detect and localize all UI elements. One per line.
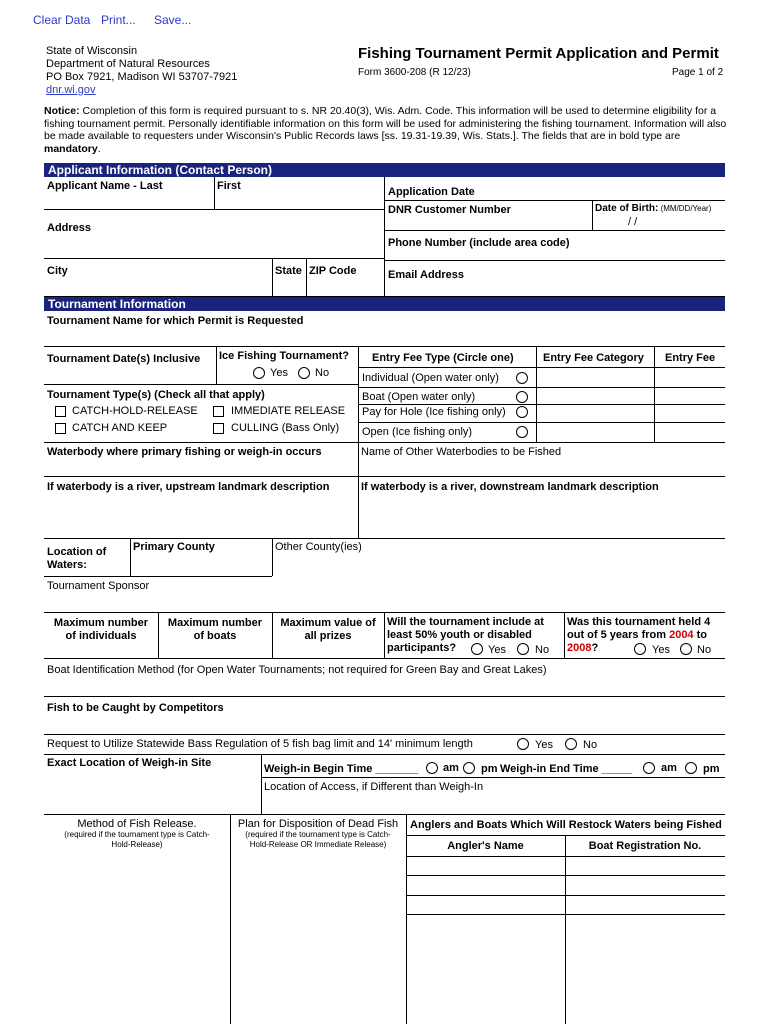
- zip-label: ZIP Code: [309, 265, 357, 277]
- youth-line2: least 50% youth or disabled: [387, 629, 532, 641]
- youth-no-radio[interactable]: [517, 643, 529, 655]
- youth-yes-radio[interactable]: [471, 643, 483, 655]
- held-no-radio[interactable]: [680, 643, 692, 655]
- notice-end: .: [97, 142, 101, 155]
- immediate-release-checkbox[interactable]: [213, 406, 224, 417]
- max-boats-line1: Maximum number: [167, 617, 263, 629]
- catch-hold-release-label: CATCH-HOLD-RELEASE: [72, 405, 198, 417]
- clear-data-button[interactable]: Clear Data: [33, 13, 91, 27]
- youth-line1: Will the tournament include at: [387, 616, 544, 628]
- bass-yes-label: Yes: [535, 739, 553, 751]
- sponsor-label: Tournament Sponsor: [47, 580, 150, 592]
- fee-individual-radio[interactable]: [516, 372, 528, 384]
- max-individuals-line2: of individuals: [65, 630, 137, 642]
- waters-label: Waters:: [47, 559, 87, 571]
- fee-boat-radio[interactable]: [516, 391, 528, 403]
- email-label: Email Address: [388, 269, 465, 281]
- angler-name-header: Angler's Name: [447, 840, 524, 852]
- max-prizes-line1: Maximum value of: [280, 617, 376, 629]
- culling-checkbox[interactable]: [213, 423, 224, 434]
- fee-type-boat: Boat (Open water only): [362, 391, 476, 403]
- begin-pm-label: pm: [481, 763, 498, 775]
- form-title: Fishing Tournament Permit Application and Permit: [358, 45, 719, 62]
- max-prizes-line2: all prizes: [304, 630, 352, 642]
- form-number: Form 3600-208 (R 12/23): [358, 67, 471, 78]
- begin-pm-radio[interactable]: [463, 762, 475, 774]
- catch-and-keep-label: CATCH AND KEEP: [72, 422, 168, 434]
- notice-label: Notice:: [44, 105, 80, 117]
- tournament-name-label: Tournament Name for which Permit is Requested: [47, 315, 304, 327]
- max-boats-line2: of boats: [193, 630, 237, 642]
- ice-no-radio[interactable]: [298, 367, 310, 379]
- end-am-label: am: [661, 762, 677, 774]
- dead-fish-note-line2: Hold-Release OR Immediate Release): [249, 840, 387, 849]
- end-pm-radio[interactable]: [685, 762, 697, 774]
- agency-address: PO Box 7921, Madison WI 53707-7921: [46, 71, 238, 83]
- held-no-label: No: [697, 644, 712, 656]
- fee-pay-hole-radio[interactable]: [516, 406, 528, 418]
- youth-no-label: No: [535, 644, 550, 656]
- fee-open-radio[interactable]: [516, 426, 528, 438]
- fee-type-pay-hole: Pay for Hole (Ice fishing only): [362, 406, 506, 418]
- held-line2: out of 5 years from 2004 to: [567, 629, 708, 641]
- primary-county-label: Primary County: [133, 541, 215, 553]
- begin-am-radio[interactable]: [426, 762, 438, 774]
- ice-yes-label: Yes: [270, 367, 288, 379]
- fee-type-open: Open (Ice fishing only): [362, 426, 473, 438]
- weigh-in-end-label: Weigh-in End Time _____: [500, 763, 633, 775]
- upstream-landmark-label: If waterbody is a river, upstream landmark description: [47, 481, 330, 493]
- catch-hold-release-checkbox[interactable]: [55, 406, 66, 417]
- bass-regulation-label: Request to Utilize Statewide Bass Regulation of 5 fish bag limit and 14' minimum length: [47, 738, 473, 750]
- bass-no-radio[interactable]: [565, 738, 577, 750]
- ice-yes-radio[interactable]: [253, 367, 265, 379]
- immediate-release-label: IMMEDIATE RELEASE: [231, 405, 346, 417]
- applicant-section-header: Applicant Information (Contact Person): [44, 163, 725, 177]
- state-label: State: [275, 265, 302, 277]
- weigh-in-site-label: Exact Location of Weigh-in Site: [47, 757, 212, 769]
- release-note-line2: Hold-Release): [111, 840, 163, 849]
- first-name-label: First: [217, 180, 241, 192]
- tournament-dates-label: Tournament Date(s) Inclusive: [47, 353, 201, 365]
- dead-fish-label: Plan for Disposition of Dead Fish: [237, 818, 399, 830]
- save-button[interactable]: Save...: [154, 13, 192, 27]
- release-note-line1: (required if the tournament type is Catch-: [64, 830, 210, 839]
- other-waterbodies-label: Name of Other Waterbodies to be Fished: [361, 446, 562, 458]
- access-location-label: Location of Access, if Different than Weigh-In: [264, 781, 484, 793]
- begin-am-label: am: [443, 762, 459, 774]
- restock-label: Anglers and Boats Which Will Restock Waters being Fished: [410, 819, 722, 831]
- agency-dept: Department of Natural Resources: [46, 58, 210, 70]
- weigh-in-begin-label: Weigh-in Begin Time _______: [264, 763, 419, 775]
- culling-label: CULLING (Bass Only): [231, 422, 340, 434]
- end-pm-label: pm: [703, 763, 720, 775]
- ice-tournament-label: Ice Fishing Tournament?: [219, 350, 349, 362]
- entry-fee-type-label: Entry Fee Type (Circle one): [372, 352, 514, 364]
- release-method-label: Method of Fish Release.: [77, 818, 197, 830]
- other-county-label: Other County(ies): [275, 541, 362, 553]
- catch-and-keep-checkbox[interactable]: [55, 423, 66, 434]
- customer-number-label: DNR Customer Number: [388, 204, 511, 216]
- dob-slashes: / /: [628, 216, 638, 228]
- bass-no-label: No: [583, 739, 598, 751]
- last-name-label: Applicant Name - Last: [47, 180, 163, 192]
- entry-fee-label: Entry Fee: [665, 352, 716, 364]
- youth-yes-label: Yes: [488, 644, 506, 656]
- held-line1: Was this tournament held 4: [567, 616, 711, 628]
- held-line3: 2008?: [567, 642, 599, 654]
- tournament-section-header: Tournament Information: [44, 297, 725, 311]
- fee-type-individual: Individual (Open water only): [362, 372, 499, 384]
- notice-text: Completion of this form is required pursuant to s. NR 20.40(3), Wis. Adm. Code. This information will be used to determine eligibility for a fishing tournament permit. Personally identifiable information on this form will be used for administering the fishing tournament. Information will also be made available to requesters under Wisconsin's Public Records laws [ss. 19.31-19.39, Wis. Stats.]. The fields that are in bold type are: [44, 105, 727, 142]
- end-am-radio[interactable]: [643, 762, 655, 774]
- address-label: Address: [47, 222, 92, 234]
- dead-fish-note-line1: (required if the tournament type is Catch-: [245, 830, 391, 839]
- notice-mandatory: mandatory: [44, 142, 98, 155]
- youth-line3: participants?: [387, 642, 457, 654]
- print-button[interactable]: Print...: [101, 13, 136, 27]
- waterbody-label: Waterbody where primary fishing or weigh-in occurs: [47, 446, 322, 458]
- boat-registration-header: Boat Registration No.: [588, 840, 702, 852]
- fish-caught-label: Fish to be Caught by Competitors: [47, 702, 224, 714]
- ice-no-label: No: [315, 367, 330, 379]
- tournament-types-label: Tournament Type(s) (Check all that apply): [47, 389, 265, 401]
- phone-label: Phone Number (include area code): [388, 237, 570, 249]
- dob-label: Date of Birth: (MM/DD/Year): [595, 203, 712, 214]
- city-label: City: [47, 265, 68, 277]
- boat-id-label: Boat Identification Method (for Open Water Tournaments; not required for Green Bay and Great Lakes): [47, 664, 547, 676]
- notice-paragraph: [44, 105, 728, 155]
- downstream-landmark-label: If waterbody is a river, downstream landmark description: [361, 481, 659, 493]
- application-date-label: Application Date: [388, 186, 475, 198]
- held-yes-radio[interactable]: [634, 643, 646, 655]
- bass-yes-radio[interactable]: [517, 738, 529, 750]
- location-of-label: Location of: [47, 546, 107, 558]
- entry-fee-category-label: Entry Fee Category: [543, 352, 644, 364]
- agency-website-link[interactable]: dnr.wi.gov: [46, 84, 96, 96]
- page-number: Page 1 of 2: [672, 67, 724, 78]
- agency-state: State of Wisconsin: [46, 45, 138, 57]
- max-individuals-line1: Maximum number: [53, 617, 149, 629]
- held-yes-label: Yes: [652, 644, 670, 656]
